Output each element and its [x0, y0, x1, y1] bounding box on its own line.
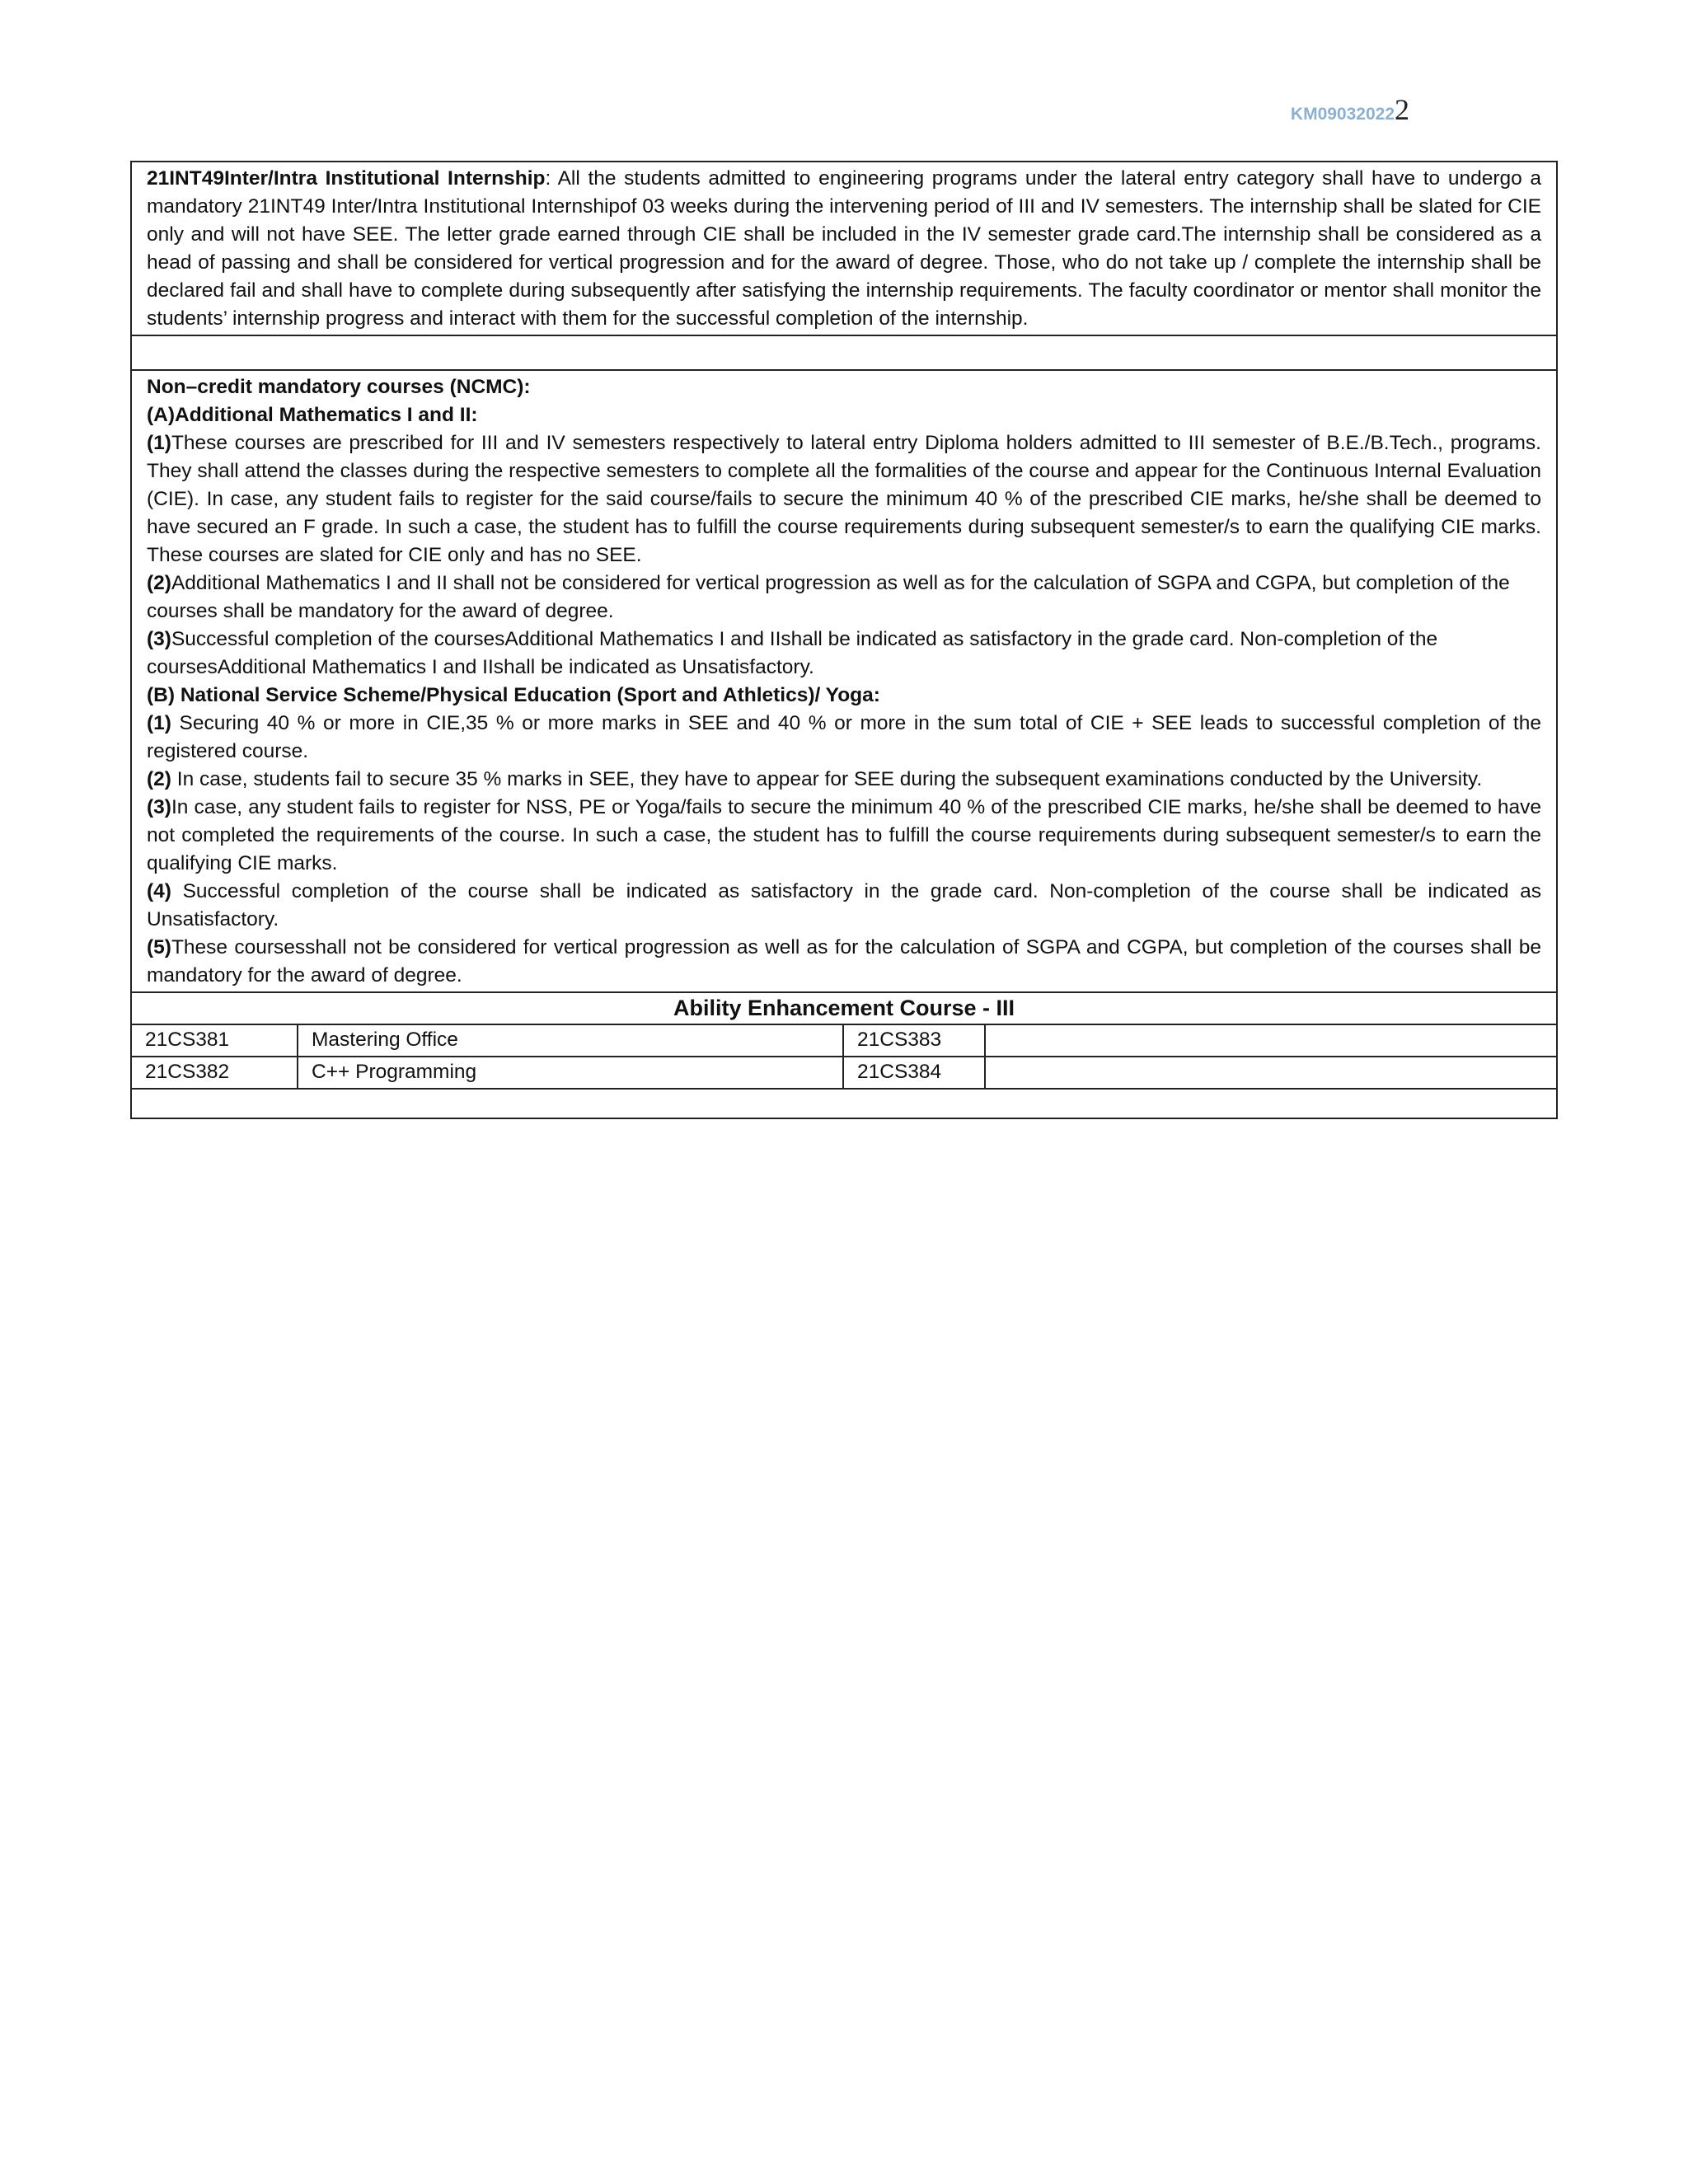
section-a-item: (2)Additional Mathematics I and II shall not be considered for vertical progression as well as for the calculation of SGPA and CGPA, but completion of the courses shall be mandatory for the award of degree.: [147, 572, 1510, 622]
course-name-cell: [986, 1025, 1556, 1056]
internship-body: : All the students admitted to engineering programs under the lateral entry category shall have to undergo a mandatory 21INT49 Inter/Intra Institutional Internshipof 03 weeks during the intervening period of III and IV semesters. The internship shall be slated for CIE only and will not have SEE. The letter grade earned through CIE shall be included in the IV semester grade card.The internship shall be considered as a head of passing and shall be considered for vertical progression and for the award of degree. Those, who do not take up / complete the internship shall be declared fail and shall have to complete during subsequently after satisfying the internship requirements. The faculty coordinator or mentor shall monitor the students’ internship progress and interact with them for the successful completion of the internship.: [147, 167, 1541, 330]
ncmc-heading: Non–credit mandatory courses (NCMC):: [147, 376, 531, 398]
section-b-item: (1) Securing 40 % or more in CIE,35 % or more marks in SEE and 40 % or more in the sum total of CIE + SEE leads to successful completion of the registered course.: [147, 712, 1541, 762]
document-code: [1187, 92, 1409, 127]
section-a-item: (1)These courses are prescribed for III and IV semesters respectively to lateral entry Diploma holders admitted to III semester of B.E./B.Tech., programs. They shall attend the classes during the respective semesters to complete all the formalities of the course and appear for the Continuous Internal Evaluation (CIE). In case, any student fails to register for the said course/fails to secure the minimum 40 % of the prescribed CIE marks, he/she shall be deemed to have secured an F grade. In such a case, the student has to fulfill the course requirements during subsequent semester/s to earn the qualifying CIE marks. These courses are slated for CIE only and has no SEE.: [147, 432, 1541, 566]
course-row: [132, 1057, 1556, 1090]
course-name-cell: C++ Programming: [298, 1057, 844, 1088]
internship-section: [132, 162, 1556, 336]
section-a-item: (3)Successful completion of the coursesAdditional Mathematics I and IIshall be indicated as satisfactory in the grade card. Non-completion of the coursesAdditional Mathematics I and IIshall be indicated as Unsatisfactory.: [147, 628, 1438, 678]
section-b-item: (5)These coursesshall not be considered for vertical progression as well as for the calculation of SGPA and CGPA, but completion of the courses shall be mandatory for the award of degree.: [147, 936, 1541, 987]
empty-row: [132, 336, 1556, 371]
aec-title: Ability Enhancement Course - III: [132, 993, 1556, 1025]
document-code-text: KM09032022: [1290, 105, 1395, 124]
course-code-cell: 21CS383: [844, 1025, 986, 1056]
course-name-cell: Mastering Office: [298, 1025, 844, 1056]
section-a-heading: (A)Additional Mathematics I and II:: [147, 404, 478, 426]
course-code-cell: 21CS384: [844, 1057, 986, 1088]
course-name-cell: [986, 1057, 1556, 1088]
section-b-item: (2) In case, students fail to secure 35 % marks in SEE, they have to appear for SEE during the subsequent examinations conducted by the University.: [147, 768, 1483, 790]
course-code-cell: 21CS381: [132, 1025, 298, 1056]
course-code-cell: 21CS382: [132, 1057, 298, 1088]
regulations-table: [130, 161, 1558, 1119]
page-number: 2: [1395, 93, 1409, 126]
section-b-item: (3)In case, any student fails to register for NSS, PE or Yoga/fails to secure the minimum 40 % of the prescribed CIE marks, he/she shall be deemed to have not completed the requirements of the course. In such a case, the student has to fulfill the course requirements during subsequent semester/s to earn the qualifying CIE marks.: [147, 796, 1541, 874]
ncmc-section: [132, 371, 1556, 993]
internship-heading: 21INT49Inter/Intra Institutional Internship: [147, 167, 546, 190]
section-b-item: (4) Successful completion of the course shall be indicated as satisfactory in the grade card. Non-completion of the course shall be indicated as Unsatisfactory.: [147, 880, 1541, 930]
empty-row: [132, 1090, 1556, 1118]
section-b-heading: (B) National Service Scheme/Physical Education (Sport and Athletics)/ Yoga:: [147, 684, 880, 706]
course-row: [132, 1025, 1556, 1057]
